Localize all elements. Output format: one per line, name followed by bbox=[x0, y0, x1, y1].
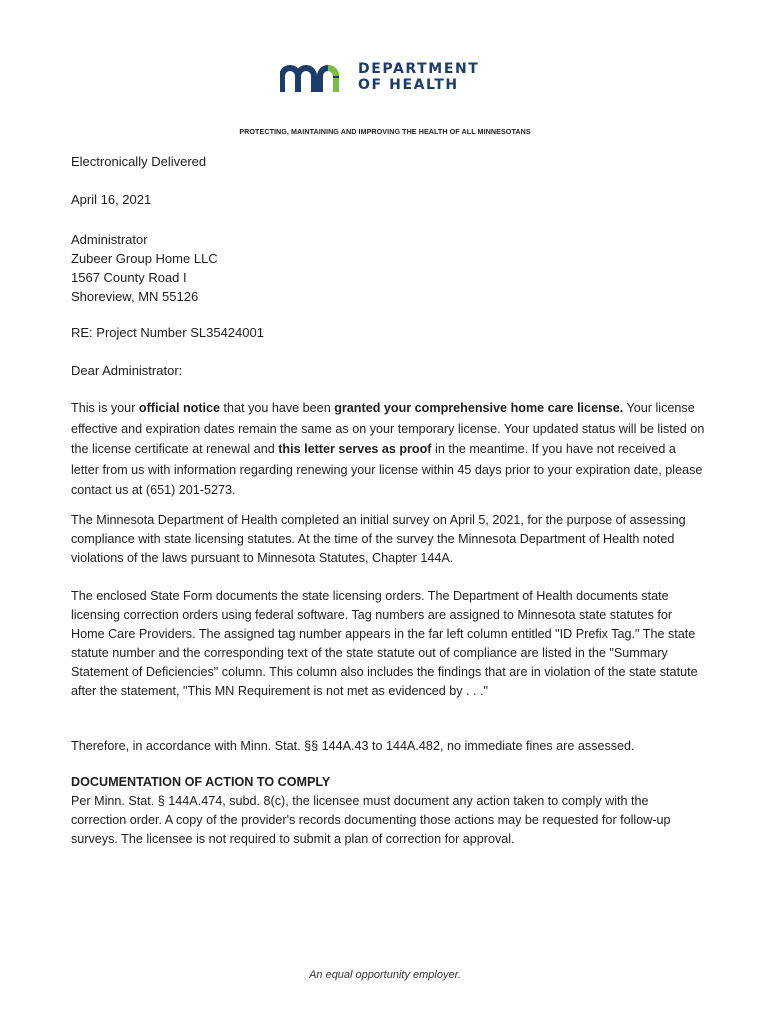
section-action-to-comply bbox=[71, 773, 705, 849]
delivery-method: Electronically Delivered bbox=[71, 154, 207, 169]
logo-line-1: DEPARTMENT bbox=[358, 61, 480, 77]
re-line: RE: Project Number SL35424001 bbox=[71, 325, 264, 340]
paragraph-license-notice bbox=[71, 398, 705, 501]
address-line: Shoreview, MN 55126 bbox=[71, 289, 199, 304]
text-run: in the meantime. If you have not received a letter from us with information regarding renewing your license within 45 days prior to your expiration date, please contact us at (651) 201-5273. bbox=[71, 442, 703, 497]
paragraph-survey: The Minnesota Department of Health completed an initial survey on April 5, 2021, for the purpose of assessing compliance with state licensing statutes. At the time of the survey the Minnesota Department of Health noted violations of the laws pursuant to Minnesota Statutes, Chapter 144A. bbox=[71, 513, 686, 565]
text-run: Your license effective and expiration dates remain the same as on your temporary license. Your updated status will be listed on the license certificate at renewal and bbox=[71, 401, 705, 456]
paragraph-state-form: The enclosed State Form documents the state licensing orders. The Department of Health documents state licensing correction orders using federal software. Tag numbers are assigned to Minnesota state statutes for Home Care Providers. The assigned tag number appears in the far left column entitled "ID Prefix Tag." The state statute number and the corresponding text of the state statute out of compliance are listed in the "Summary Statement of Deficiencies" column. This column also includes the findings that are in violation of the state statute after the statement, "This MN Requirement is not met as evidenced by . . ." bbox=[71, 589, 698, 698]
address-line: Zubeer Group Home LLC bbox=[71, 251, 218, 266]
letter-date: April 16, 2021 bbox=[71, 192, 152, 207]
mdh-logo bbox=[280, 60, 490, 98]
text-run: This is your bbox=[71, 401, 139, 415]
section-heading: DOCUMENTATION OF ACTION TO COMPLY bbox=[71, 775, 331, 789]
logo-wordmark bbox=[358, 61, 479, 93]
salutation: Dear Administrator: bbox=[71, 363, 183, 378]
bold-text: this letter serves as proof bbox=[278, 442, 432, 456]
logo-line-2: OF HEALTH bbox=[358, 77, 459, 93]
footer-text: An equal opportunity employer. bbox=[309, 969, 461, 981]
address-line: Administrator bbox=[71, 232, 148, 247]
bold-text: granted your comprehensive home care license. bbox=[334, 401, 624, 415]
tagline: PROTECTING, MAINTAINING AND IMPROVING THE HEALTH OF ALL MINNESOTANS bbox=[239, 127, 531, 136]
paragraph-documentation: Per Minn. Stat. § 144A.474, subd. 8(c), the licensee must document any action taken to comply with the correction order. A copy of the provider's records documenting those actions may be requested for follow-up surveys. The licensee is not required to submit a plan of correction for approval. bbox=[71, 794, 671, 846]
text-run: that you have been bbox=[220, 401, 335, 415]
bold-text: official notice bbox=[138, 401, 221, 415]
recipient-address bbox=[71, 230, 218, 306]
address-line: 1567 County Road I bbox=[71, 270, 187, 285]
mn-logo-icon bbox=[280, 62, 352, 94]
paragraph-fines: Therefore, in accordance with Minn. Stat. §§ 144A.43 to 144A.482, no immediate fines are assessed. bbox=[71, 739, 635, 753]
